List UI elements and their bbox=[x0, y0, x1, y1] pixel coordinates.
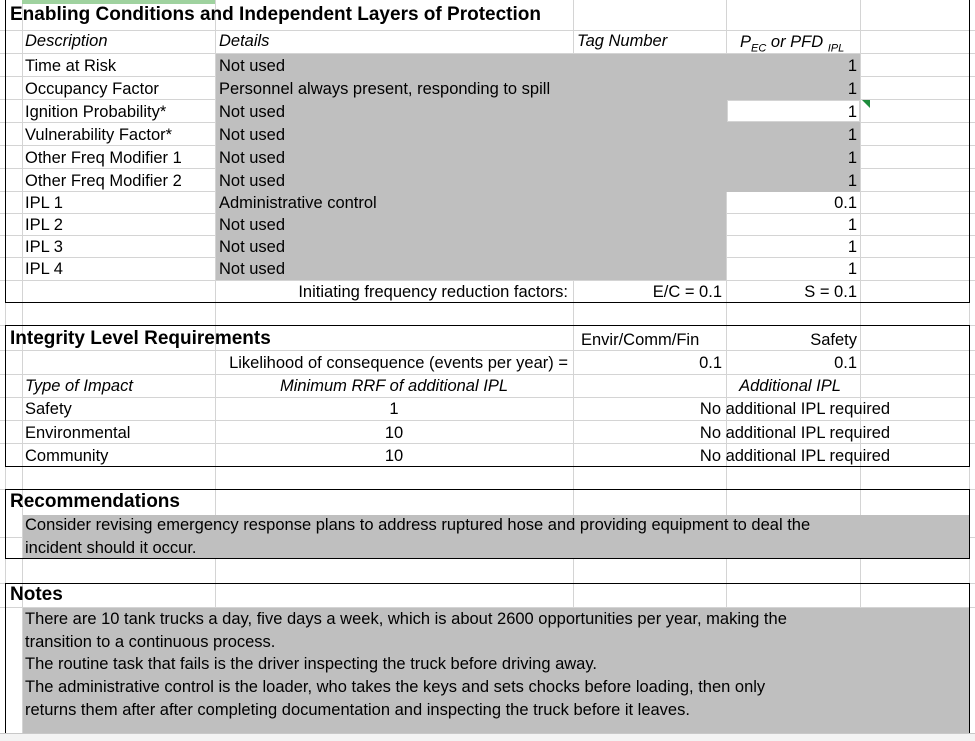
row-desc: IPL 1 bbox=[25, 194, 63, 212]
row-value[interactable]: 1 bbox=[847, 238, 857, 256]
impact-rrf[interactable]: 10 bbox=[384, 447, 404, 465]
row-details[interactable]: Not used bbox=[219, 103, 286, 121]
note-line[interactable]: The routine task that fails is the driver inspecting the truck before driving away. bbox=[25, 655, 597, 673]
row-details[interactable]: Not used bbox=[219, 216, 286, 234]
row-desc: Occupancy Factor bbox=[25, 80, 159, 98]
integrity-title: Integrity Level Requirements bbox=[10, 328, 271, 349]
impact-type: Environmental bbox=[25, 424, 131, 442]
tag-number-header: Tag Number bbox=[577, 32, 668, 50]
impact-rrf[interactable]: 1 bbox=[389, 400, 399, 418]
row-details[interactable]: Not used bbox=[219, 149, 286, 167]
row-desc: IPL 3 bbox=[25, 238, 63, 256]
additional-ipl-header: Additional IPL bbox=[739, 377, 841, 395]
reduction-factors-label: Initiating frequency reduction factors: bbox=[298, 283, 568, 301]
type-of-impact-header: Type of Impact bbox=[25, 377, 133, 395]
pfd-or: or PFD bbox=[770, 33, 824, 51]
notes-title: Notes bbox=[10, 584, 63, 605]
pfd-header bbox=[740, 32, 844, 58]
row-value[interactable]: 1 bbox=[847, 216, 857, 234]
note-line[interactable]: The administrative control is the loader, who takes the keys and sets chocks before loading, then only bbox=[25, 678, 766, 696]
row-desc: Ignition Probability* bbox=[25, 103, 167, 121]
enabling-title: Enabling Conditions and Independent Layers of Protection bbox=[10, 4, 541, 25]
row-details[interactable]: Not used bbox=[219, 172, 286, 190]
likelihood-label: Likelihood of consequence (events per year) = bbox=[229, 354, 568, 372]
note-line[interactable]: transition to a continuous process. bbox=[25, 633, 276, 651]
ec-value[interactable]: E/C = 0.1 bbox=[652, 283, 722, 301]
details-header: Details bbox=[219, 32, 270, 50]
row-desc: Other Freq Modifier 2 bbox=[25, 172, 182, 190]
pfd-ec: EC bbox=[751, 42, 767, 55]
note-line[interactable]: There are 10 tank trucks a day, five days a week, which is about 2600 opportunities per year, making the bbox=[25, 610, 787, 628]
row-value[interactable]: 0.1 bbox=[834, 194, 857, 212]
safety-header: Safety bbox=[810, 331, 857, 349]
likelihood-envir[interactable]: 0.1 bbox=[699, 354, 722, 372]
impact-additional: No additional IPL required bbox=[699, 400, 891, 418]
pfd-p: P bbox=[740, 33, 752, 51]
s-value[interactable]: S = 0.1 bbox=[804, 283, 857, 301]
row-details[interactable]: Administrative control bbox=[219, 194, 377, 212]
row-value[interactable]: 1 bbox=[847, 126, 857, 144]
row-details[interactable]: Personnel always present, responding to spill bbox=[219, 80, 551, 98]
recommendation-line[interactable]: Consider revising emergency response plans to address ruptured hose and providing equipment to deal the bbox=[25, 516, 811, 534]
row-desc: IPL 4 bbox=[25, 260, 63, 278]
impact-type: Safety bbox=[25, 400, 72, 418]
impact-type: Community bbox=[25, 447, 109, 465]
row-desc: Other Freq Modifier 1 bbox=[25, 149, 182, 167]
impact-additional: No additional IPL required bbox=[699, 447, 891, 465]
row-details[interactable]: Not used bbox=[219, 260, 286, 278]
row-details[interactable]: Not used bbox=[219, 238, 286, 256]
row-value[interactable]: 1 bbox=[847, 80, 857, 98]
row-value[interactable]: 1 bbox=[847, 149, 857, 167]
row-value[interactable]: 1 bbox=[847, 57, 857, 75]
row-details[interactable]: Not used bbox=[219, 126, 286, 144]
row-desc: Time at Risk bbox=[25, 57, 117, 75]
likelihood-safety[interactable]: 0.1 bbox=[834, 354, 857, 372]
row-desc: Vulnerability Factor* bbox=[25, 126, 173, 144]
impact-additional: No additional IPL required bbox=[699, 424, 891, 442]
min-rrf-header: Minimum RRF of additional IPL bbox=[279, 377, 509, 395]
envir-comm-fin-header: Envir/Comm/Fin bbox=[581, 331, 700, 349]
recommendations-title: Recommendations bbox=[10, 491, 180, 512]
row-details[interactable]: Not used bbox=[219, 57, 286, 75]
note-line[interactable]: returns them after after completing documentation and inspecting the truck before it leaves. bbox=[25, 701, 690, 719]
pfd-ipl: IPL bbox=[827, 42, 845, 55]
row-value[interactable]: 1 bbox=[847, 172, 857, 190]
description-header: Description bbox=[25, 32, 108, 50]
row-value[interactable]: 1 bbox=[847, 103, 857, 121]
row-value[interactable]: 1 bbox=[847, 260, 857, 278]
row-desc: IPL 2 bbox=[25, 216, 63, 234]
recommendation-line[interactable]: incident should it occur. bbox=[25, 539, 197, 557]
impact-rrf[interactable]: 10 bbox=[384, 424, 404, 442]
